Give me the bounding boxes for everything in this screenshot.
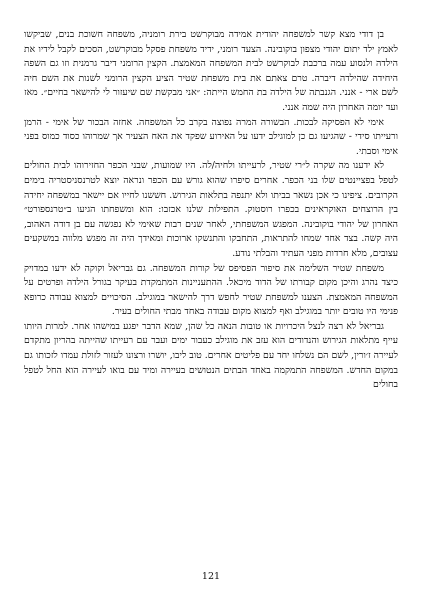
body-paragraph: אימי לא הפסיקה לבכות. הבשורה המרה נפוצה בקרב כל המשפחה. אחזה הבכור של אימי - הרמן ורעייתו סידי - שהגיעו גם כן למוגילב ידעו על האירוע שפקד את האח הצעיר אך שמרוהו כסוד כמוס בפני אימי וסבתי.	[24, 116, 398, 157]
body-paragraph: בן דודי מצא קשר למשפחה יהודית אמידה מבוקרשט בירת רומניה, משפחה חשוכת בנים, שביקשו לאמץ ילד יתום יהודי מצפון בוקובינה. הצעד רומני, ידיד משפחת פסקל מבוקרשט, הסכים לקבל לידיו את הילדה ולנסוע עמה ברכבת לבוקרשט לבית המשפחה המאמצת. הקצין הרומני דיבר גרמנית וזו גם השפה היחידה שהילדה דיברה. טרם צאתם את בית משפחת שטיר הציע הקצין הרומני לשנות את השם חיה לשם ארי - אנני. הגנבתה של הילדה בת החמש הייתה: ״אני מבקשת שם שיעזור לי להישאר בחיים״. מאז ועד יומה האחרון היה שמה אנני.	[24, 29, 398, 113]
page-number: 121	[201, 571, 221, 582]
body-paragraph: גבריאל לא רצה לנצל היכרויות או טובות הנאה כל שהן, שמא הדבר יפגע במישהו אחר. למרות היותו עייף מתלאות הגירוש והנדודים הוא עזב את מוגילב כעבור ימים ועבר עם רעייתו שהייתה בהריון מתקדם לעיירה ז׳ורין, לשם הם נשלחו יחד עם פליטים אחרים. טוב ליבו, יושרו ורצונו לעזור לזולת עמדו לזכותו גם במקום החדש. המשפחה התמקמה באחד הבתים הנטושים בעיירה ומיד עם בואו לעיירה הוא החל לטפל בחולים	[24, 320, 398, 391]
body-paragraph: לא ידענו מה שקרה ל״רי שטיר, לרעייתו ולחיה/לה. היו שמועות, שבני הכפר החזירוהו לבית החולים לטפל בפציינטים שלו בני הכפר. אחרים סיפרו שהוא גורש עם הכפר ונראה יוצא לטרנסניסטריה בימים הקרובים. ציפינו כי אכן נשאר בביתו ולא יתנפה בתלאות הגירוש. חששנו לחייו אם יישאר במשפחה יחידה בין הרוצחים האוקראינים בכפרו רוסטוק. התפילות שלנו אכזבו: הוא ומשפחתו הגיעו ב״טרנספורט״ האחרון של יהודי בוקובינה. המפגש המשפחתי, לאחר שנים רבות שאימי לא נפגשה עם בן דודה האהוב, היה קשה. בצד אחד שמחו להתראות, התחבקו והתנשקו ארוכות ומאידך היה זה מפגש מלווה במשקעים עצובים, מלא חרדות מפני העתיד והבלתי נודע.	[24, 160, 398, 259]
document-page	[24, 28, 398, 583]
body-paragraph: משפחת שטיר השלימה את סיפור הפסיפס של קורות המשפחה. גם גבריאל וקוקה לא ידעו במדויק כיצד נהרג והיכן מקום קבורתו של הדוד מיכאל. ההתעניינות המתמקדת בעיקר בגורל הילדה ופרטים על המשפחה המאמצת. הצענו למשפחת שטיר לחפש דרך להישאר במוגילב. הסיכויים למצוא עבודה כרופא פנימי היו טובים יותר במוגילב ואף למצוא מקום עבודה באחד מבתי החולים בעיר.	[24, 262, 398, 318]
